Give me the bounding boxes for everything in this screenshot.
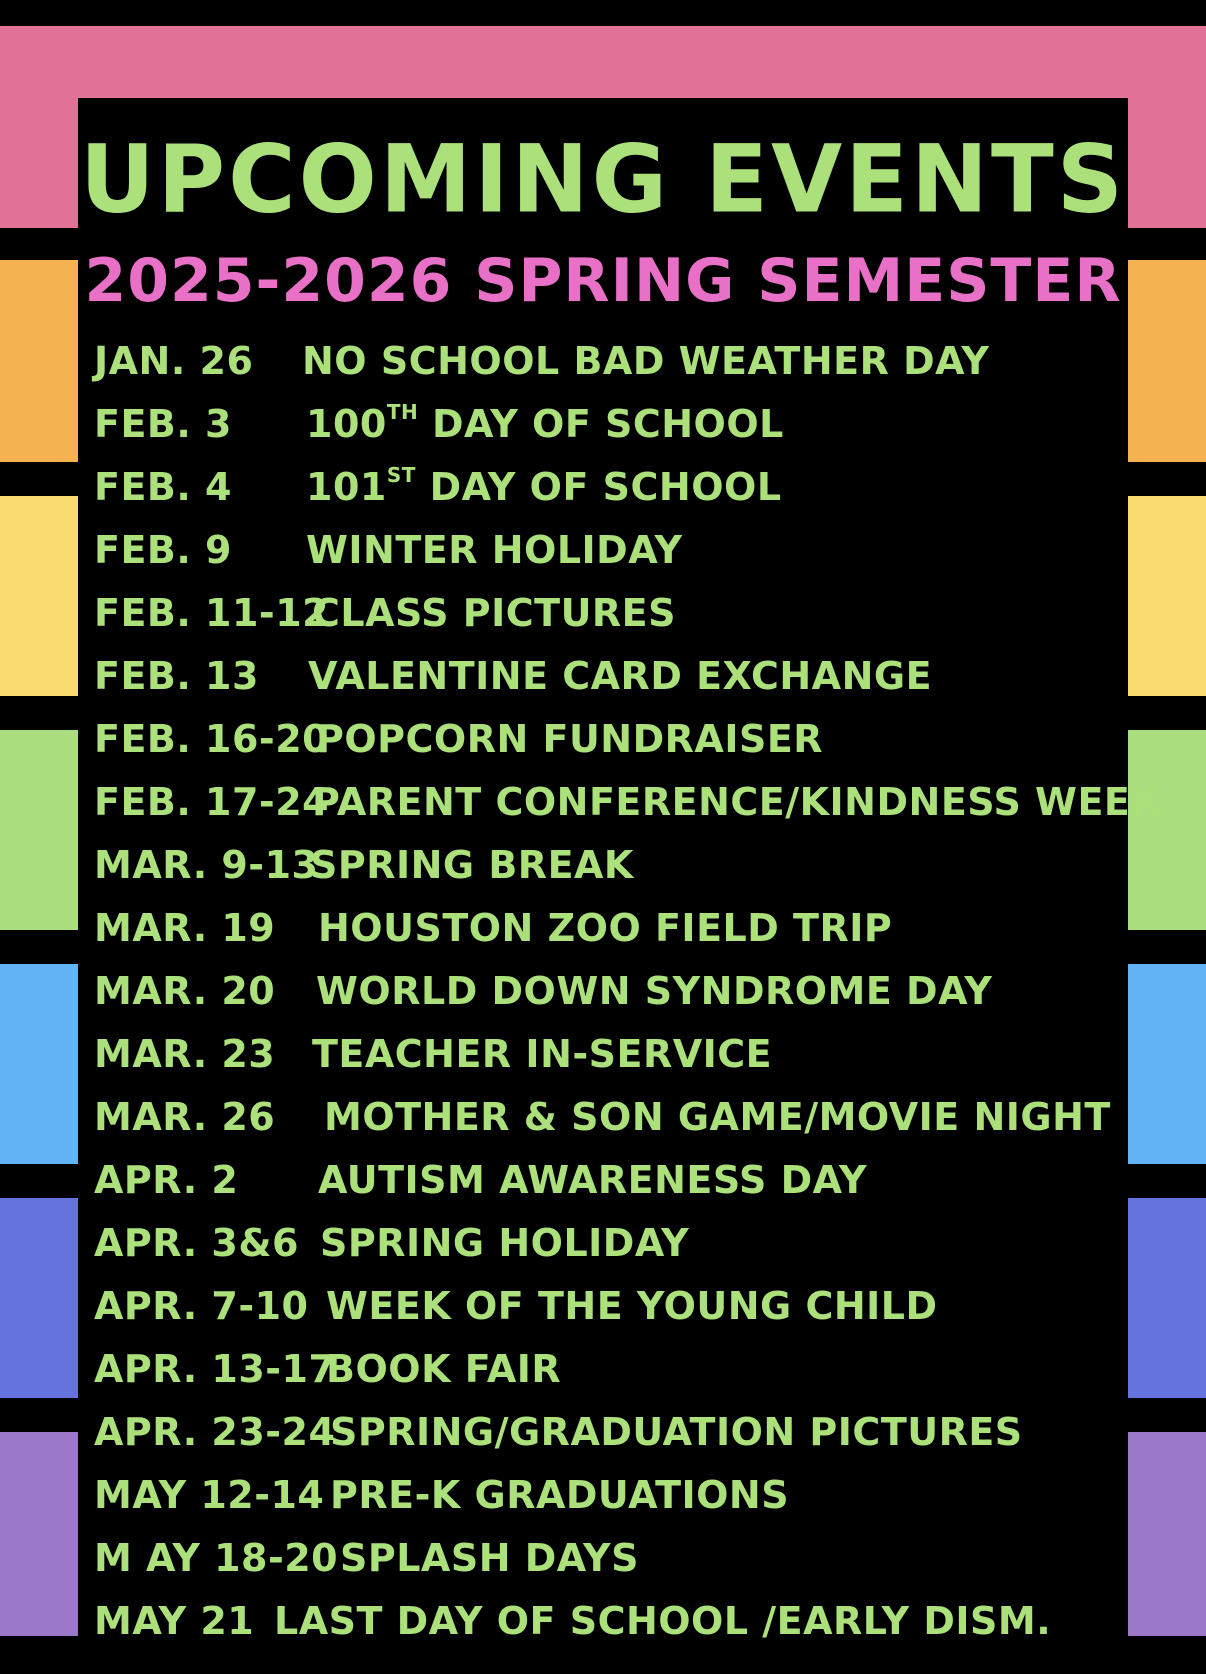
event-date: FEB. 4: [94, 465, 232, 509]
ordinal-suffix: ST: [386, 463, 416, 487]
event-description: [330, 1401, 1023, 1464]
event-date: FEB. 16-20: [94, 717, 330, 761]
event-description: [312, 582, 676, 645]
event-description: [312, 1023, 772, 1086]
event-description-text: WINTER HOLIDAY: [306, 528, 683, 572]
event-description: [318, 897, 892, 960]
event-description-text: SPRING/GRADUATION PICTURES: [330, 1410, 1023, 1454]
events-panel: [78, 98, 1161, 1643]
event-description: [310, 834, 634, 897]
event-date: FEB. 3: [94, 402, 232, 446]
event-row: [94, 834, 1134, 897]
event-date: MAY 21: [94, 1599, 255, 1643]
event-row: [94, 1527, 1134, 1590]
event-description: [274, 1590, 1051, 1653]
event-row: [94, 1149, 1134, 1212]
event-row: [94, 1275, 1134, 1338]
event-row: [94, 1023, 1134, 1086]
event-description: [318, 1149, 867, 1212]
event-description-text: WEEK OF THE YOUNG CHILD: [326, 1284, 938, 1328]
event-description-text: VALENTINE CARD EXCHANGE: [308, 654, 933, 698]
event-description: [306, 519, 683, 582]
event-description: [302, 330, 989, 393]
event-description: [330, 1464, 789, 1527]
event-description-text: 101: [306, 465, 387, 509]
event-description-rest: DAY OF SCHOOL: [418, 402, 784, 446]
event-row: [94, 582, 1134, 645]
event-date: FEB. 9: [94, 528, 232, 572]
poster-title: UPCOMING EVENTS: [79, 124, 1127, 235]
event-description: [316, 708, 823, 771]
event-row: [94, 897, 1134, 960]
event-date: MAR. 19: [94, 906, 276, 950]
event-description: [308, 645, 932, 708]
event-date: APR. 7-10: [94, 1284, 309, 1328]
event-description-text: SPLASH DAYS: [340, 1536, 639, 1580]
event-description-text: CLASS PICTURES: [312, 591, 677, 635]
event-description-text: POPCORN FUNDRAISER: [316, 717, 824, 761]
event-description-rest: DAY OF SCHOOL: [415, 465, 782, 509]
event-description-text: MOTHER & SON GAME/MOVIE NIGHT: [324, 1095, 1111, 1139]
event-row: [94, 1464, 1134, 1527]
event-description: [306, 456, 782, 519]
event-description-text: HOUSTON ZOO FIELD TRIP: [318, 906, 893, 950]
event-date: MAY 12-14: [94, 1473, 325, 1517]
event-row: [94, 456, 1134, 519]
event-row: [94, 330, 1134, 393]
event-date: M AY 18-20: [94, 1536, 339, 1580]
event-date: APR. 23-24: [94, 1410, 336, 1454]
event-description-text: BOOK FAIR: [326, 1347, 562, 1391]
event-description-text: TEACHER IN-SERVICE: [312, 1032, 773, 1076]
event-date: MAR. 26: [94, 1095, 276, 1139]
event-row: [94, 645, 1134, 708]
event-row: [94, 519, 1134, 582]
event-row: [94, 1401, 1134, 1464]
event-date: APR. 3&6: [94, 1221, 299, 1265]
event-date: FEB. 11-12: [94, 591, 330, 635]
event-row: [94, 708, 1134, 771]
event-description: [340, 1527, 639, 1590]
event-description: [306, 393, 784, 456]
event-description: [320, 1212, 689, 1275]
event-description: [312, 771, 1160, 834]
event-description-text: AUTISM AWARENESS DAY: [318, 1158, 867, 1202]
event-date: FEB. 17-24: [94, 780, 330, 824]
event-date: MAR. 20: [94, 969, 276, 1013]
event-row: [94, 1086, 1134, 1149]
event-description-text: LAST DAY OF SCHOOL /EARLY DISM.: [274, 1599, 1052, 1643]
event-description: [326, 1275, 938, 1338]
events-list: [94, 330, 1161, 1653]
ordinal-suffix: TH: [386, 400, 419, 424]
event-description-text: SPRING BREAK: [310, 843, 634, 887]
event-description: [324, 1086, 1111, 1149]
event-description: [326, 1338, 561, 1401]
event-date: APR. 2: [94, 1158, 239, 1202]
event-row: [94, 393, 1134, 456]
event-date: JAN. 26: [94, 339, 254, 383]
event-row: [94, 1590, 1134, 1653]
event-date: MAR. 9-13: [94, 843, 319, 887]
event-row: [94, 1338, 1134, 1401]
event-description-text: NO SCHOOL BAD WEATHER DAY: [302, 339, 990, 383]
event-description-text: 100: [306, 402, 387, 446]
event-date: APR. 13-17: [94, 1347, 336, 1391]
event-date: FEB. 13: [94, 654, 259, 698]
event-date: MAR. 23: [94, 1032, 276, 1076]
poster-subtitle: 2025-2026 SPRING SEMESTER: [84, 246, 1122, 316]
event-row: [94, 1212, 1134, 1275]
event-row: [94, 960, 1134, 1023]
event-description-text: PRE-K GRADUATIONS: [330, 1473, 790, 1517]
event-description-text: PARENT CONFERENCE/KINDNESS WEEK: [312, 780, 1161, 824]
event-description: [316, 960, 992, 1023]
event-row: [94, 771, 1161, 834]
event-description-text: SPRING HOLIDAY: [320, 1221, 690, 1265]
event-description-text: WORLD DOWN SYNDROME DAY: [316, 969, 993, 1013]
